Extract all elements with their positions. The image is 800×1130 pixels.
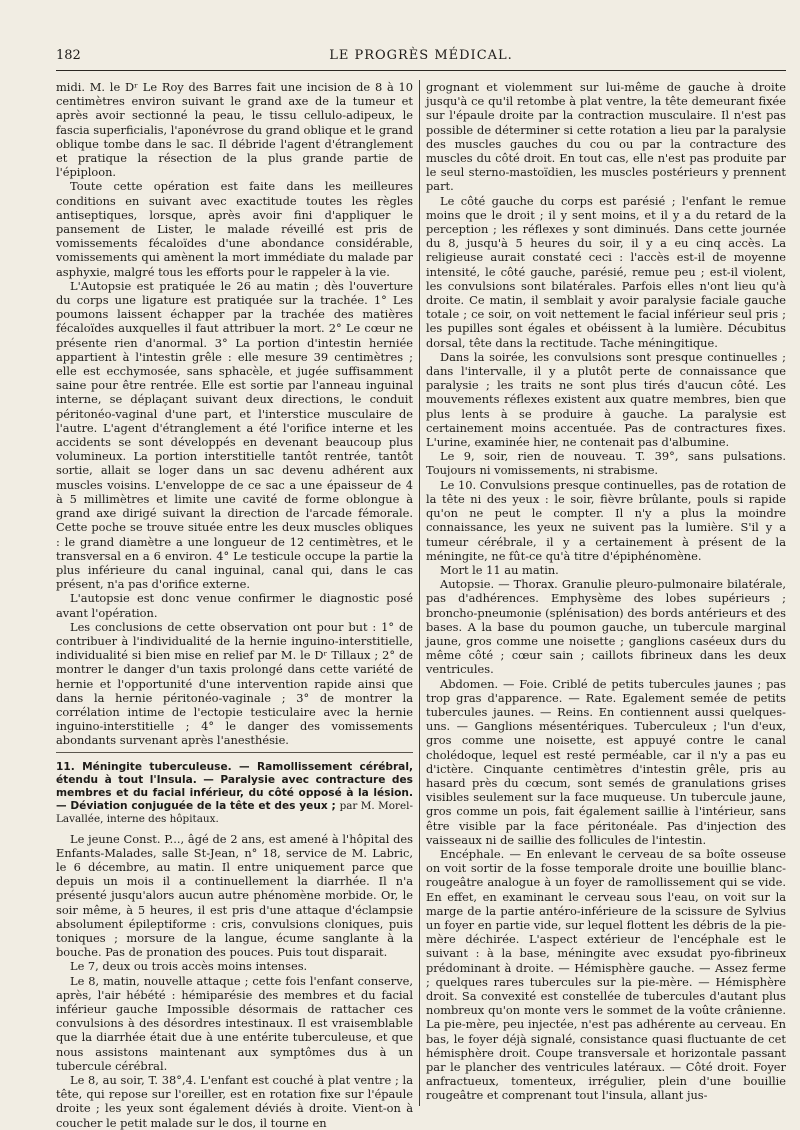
section-separator (56, 752, 413, 753)
paragraph: Les conclusions de cette observation ont pour but : 1° de contribuer à l'individualité de la hernie inguino-interstitielle, individualité si bien mise en relief par M. le Dʳ Tillaux ; 2° de montrer le danger d'un taxis prolongé dans cette variété de hernie et l'opportunité d'une intervention rapide ainsi que dans la hernie péritonéo-vaginale ; 3° de montrer la corrélation intime de l'ectopie testiculaire avec la hernie inguino-interstitielle ; 4° le danger des vomissements abondants survenant après l'anesthésie. (56, 619, 413, 748)
paragraph: Dans la soirée, les convulsions sont presque continuelles ; dans l'intervalle, il y a plutôt perte de connaissance que paralysie ; les traits ne sont plus tirés d'aucun côté. Les mouvements réflexes existent aux quatre membres, bien que plus lents à se produire à gauche. La paralysie est certainement moins accentuée. Pas de contractures fixes. L'urine, examinée hier, ne contenait pas d'albumine. (426, 349, 786, 450)
paragraph: Mort le 11 au matin. (440, 562, 559, 577)
paragraph: Encéphale. — En enlevant le cerveau de sa boîte osseuse on voit sortir de la fosse temporale droite une bouillie blanc-rougeâtre analogue à un foyer de ramollissement qui se vide. En effet, en examinant le cerveau sous l'eau, on voit sur la marge de la partie antéro-inférieure de la scissure de Sylvius un foyer en partie vide, sur lequel flottent les débris de la pie-mère déchirée. L'aspect extérieur de l'encéphale est le suivant : à la base, méningite avec exsudat pyo-fibrineux prédominant à droite. — Hémisphère gauche. — Assez ferme ; quelques rares tubercules sur la pie-mère. — Hémisphère droit. Sa convexité est constellée de tubercules d'autant plus nombreux qu'on monte vers le sommet de la voûte crânienne. La pie-mère, peu injectée, n'est pas adhérente au cerveau. En bas, le foyer déjà signalé, consistance quasi fluctuante de cet hémisphère droit. Coupe transversale et horizontale passant par le plancher des ventricules latéraux. — Côté droit. Foyer anfractueux, tomenteux, irrégulier, plein d'une bouillie rougeâtre et comprenant tout l'insula, allant jus- (426, 846, 786, 1103)
paragraph: Le 7, deux ou trois accès moins intenses. (70, 959, 308, 974)
left-column (56, 80, 414, 1130)
case-author: par M. Morel-Lavallée, interne des hôpitaux. (56, 799, 413, 825)
journal-title: LE PROGRÈS MÉDICAL. (329, 48, 513, 63)
header-rule (56, 70, 786, 71)
paragraph: Le 8, matin, nouvelle attaque ; cette fois l'enfant conserve, après, l'air hébété : hémiparésie des membres et du facial inférieur gauche Impossible désormais de rattacher ces convulsions à des désordres intestinaux. Il est vraisemblable que la diarrhée était due à une entérite tuberculeuse, et que nous assistons maintenant aux symptômes dus à un tubercule cérébral. (56, 973, 413, 1073)
case-heading-block (56, 761, 413, 826)
paragraph: L'Autopsie est pratiquée le 26 au matin ; dès l'ouverture du corps une ligature est pratiquée sur la trachée. 1° Les poumons laissent échapper par la trachée des matières fécaloïdes auxquelles il faut attribuer la mort. 2° Le cœur ne présente rien d'anormal. 3° La portion d'intestin herniée appartient à l'intestin grêle : elle mesure 39 centimètres ; elle est ecchymosée, sans sphacèle, et jugée suffisamment saine pour être rentrée. Elle est sortie par l'anneau inguinal interne, se déplaçant suivant deux directions, le conduit péritonéo-vaginal d'une part, et l'interstice musculaire de l'autre. L'agent d'étranglement a été l'orifice interne et les accidents se sont développés en devenant beaucoup plus volumineux. La portion interstitielle tantôt rentrée, tantôt sortie, allait se loger dans un sac devenu adhérent aux muscles voisins. L'enveloppe de ce sac a une épaisseur de 4 à 5 millimètres et limite une cavité de forme oblongue à grand axe dirigé suivant la direction de l'arcade fémorale. Cette poche se trouve située entre les deux muscles obliques : le grand diamètre a une longueur de 12 centimètres, et le transversal en a 6 environ. 4° Le testicule occupe la partie la plus inférieure du canal inguinal, canal qui, dans le cas présent, n'a pas d'orifice externe. (56, 278, 413, 592)
paragraph: midi. M. le Dʳ Le Roy des Barres fait une incision de 8 à 10 centimètres environ suivant le grand axe de la tumeur et après avoir sectionné la peau, le tissu cellulo-adipeux, le fascia superficialis, l'aponévrose du grand oblique et le grand oblique tombe dans le sac. Il débride l'agent d'étranglement et pratique la résection de la plus grande partie de l'épiploon. (56, 80, 414, 180)
paragraph: Le côté gauche du corps est parésié ; l'enfant le remue moins que le droit ; il y sent moins, et il y a du retard de la perception ; les réflexes y sont diminués. Dans cette journée du 8, jusqu'à 5 heures du soir, il y a eu cinq accès. La religieuse aurait constaté ceci : l'accès est-il de moyenne intensité, le côté gauche, parésié, remue peu ; est-il violent, les convulsions sont bilatérales. Parfois elles n'ont lieu qu'à droite. Ce matin, il semblait y avoir paralysie faciale gauche totale ; ce soir, on voit nettement le facial inférieur seul pris ; les pupilles sont égales et obéissent à la lumière. Décubitus dorsal, tête dans la rectitude. Tache méningitique. (426, 193, 786, 350)
paragraph: Le 8, au soir, T. 38°,4. L'enfant est couché à plat ventre ; la tête, qui repose sur l'oreiller, est en rotation fixe sur l'épaule droite ; les yeux sont également déviés à droite. Vient-on à coucher le petit malade sur le dos, il tourne en (56, 1073, 413, 1130)
column-divider (419, 80, 420, 1106)
paragraph: Le 9, soir, rien de nouveau. T. 39°, sans pulsations. Toujours ni vomissements, ni strabisme. (426, 449, 786, 478)
page-number: 182 (56, 48, 81, 63)
case-heading: 11. Méningite tuberculeuse. — Ramollissement cérébral, étendu à tout l'Insula. — Paralysie avec contracture des membres et du facial inférieur, du côté opposé à la lésion. — Déviation conjuguée de la tête et des yeux ; (56, 760, 413, 812)
paragraph: grognant et violemment sur lui-même de gauche à droite jusqu'à ce qu'il retombe à plat ventre, la tête demeurant fixée sur l'épaule droite par la contraction musculaire. Il n'est pas possible de déterminer si cette rotation a lieu par la paralysie des muscles gauches du cou ou par la contracture des muscles du côté droit. En tout cas, elle n'est pas produite par le seul sterno-mastoïdien, les muscles postérieurs y prennent part. (426, 80, 786, 194)
paragraph: Le 10. Convulsions presque continuelles, pas de rotation de la tête ni des yeux : le soir, fièvre brûlante, pouls si rapide qu'on ne peut le compter. Il n'y a plus la moindre connaissance, les yeux ne suivent pas la lumière. S'il y a tumeur cérébrale, il y a certainement à présent de la méningite, ne fût-ce qu'à titre d'épiphénomène. (426, 477, 786, 563)
running-header (56, 46, 786, 68)
paragraph: L'autopsie est donc venue confirmer le diagnostic posé avant l'opération. (56, 591, 413, 620)
paragraph: Abdomen. — Foie. Criblé de petits tubercules jaunes ; pas trop gras d'apparence. — Rate. Egalement semée de petits tubercules jaunes. — Reins. En contiennent aussi quelques-uns. — Ganglions mésentériques. Tuberculeux ; l'un d'eux, gros comme une noisette, est appuyé contre le canal cholédoque, lequel est resté perméable, car il n'y a pas eu d'ictère. Cinquante centimètres d'intestin grêle, pris au hasard près du cœcum, sont semés de granulations grises visibles seulement sur la face muqueuse. Un tubercule jaune, gros comme un pois, fait également saillie à l'intérieur, sans être visible par la face péritonéale. Pas d'injection des vaisseaux ni de saillie des follicules de l'intestin. (426, 676, 786, 847)
paragraph: Toute cette opération est faite dans les meilleures conditions en suivant avec exactitude toutes les règles antiseptiques, lorsque, après avoir fini d'appliquer le pansement de Lister, le malade réveillé est pris de vomissements fécaloïdes d'une abondance considérable, vomissements qui amènent la mort immédiate du malade par asphyxie, malgré tous les efforts pour le rappeler à la vie. (56, 179, 413, 279)
paragraph: Le jeune Const. P..., âgé de 2 ans, est amené à l'hôpital des Enfants-Malades, salle St-Jean, n° 18, service de M. Labric, le 6 décembre, au matin. Il entre uniquement parce que depuis un mois il a continuellement la diarrhée. Il n'a présenté jusqu'alors aucun autre phénomène morbide. Or, le soir même, à 5 heures, il est pris d'une attaque d'éclampsie absolument épileptiforme : cris, convulsions cloniques, puis toniques ; morsure de la langue, écume sanglante à la bouche. Pas de pronation des pouces. Puis tout disparait. (56, 831, 413, 960)
paragraph: Autopsie. — Thorax. Granulie pleuro-pulmonaire bilatérale, pas d'adhérences. Emphysème des lobes supérieurs ; broncho-pneumonie (splénisation) des bords antérieurs et des bases. A la base du poumon gauche, un tubercule marginal jaune, gros comme une noisette ; ganglions caséeux durs du même côté ; cœur sain ; caillots fibrineux dans les deux ventricules. (426, 577, 786, 677)
right-column (426, 80, 786, 1106)
